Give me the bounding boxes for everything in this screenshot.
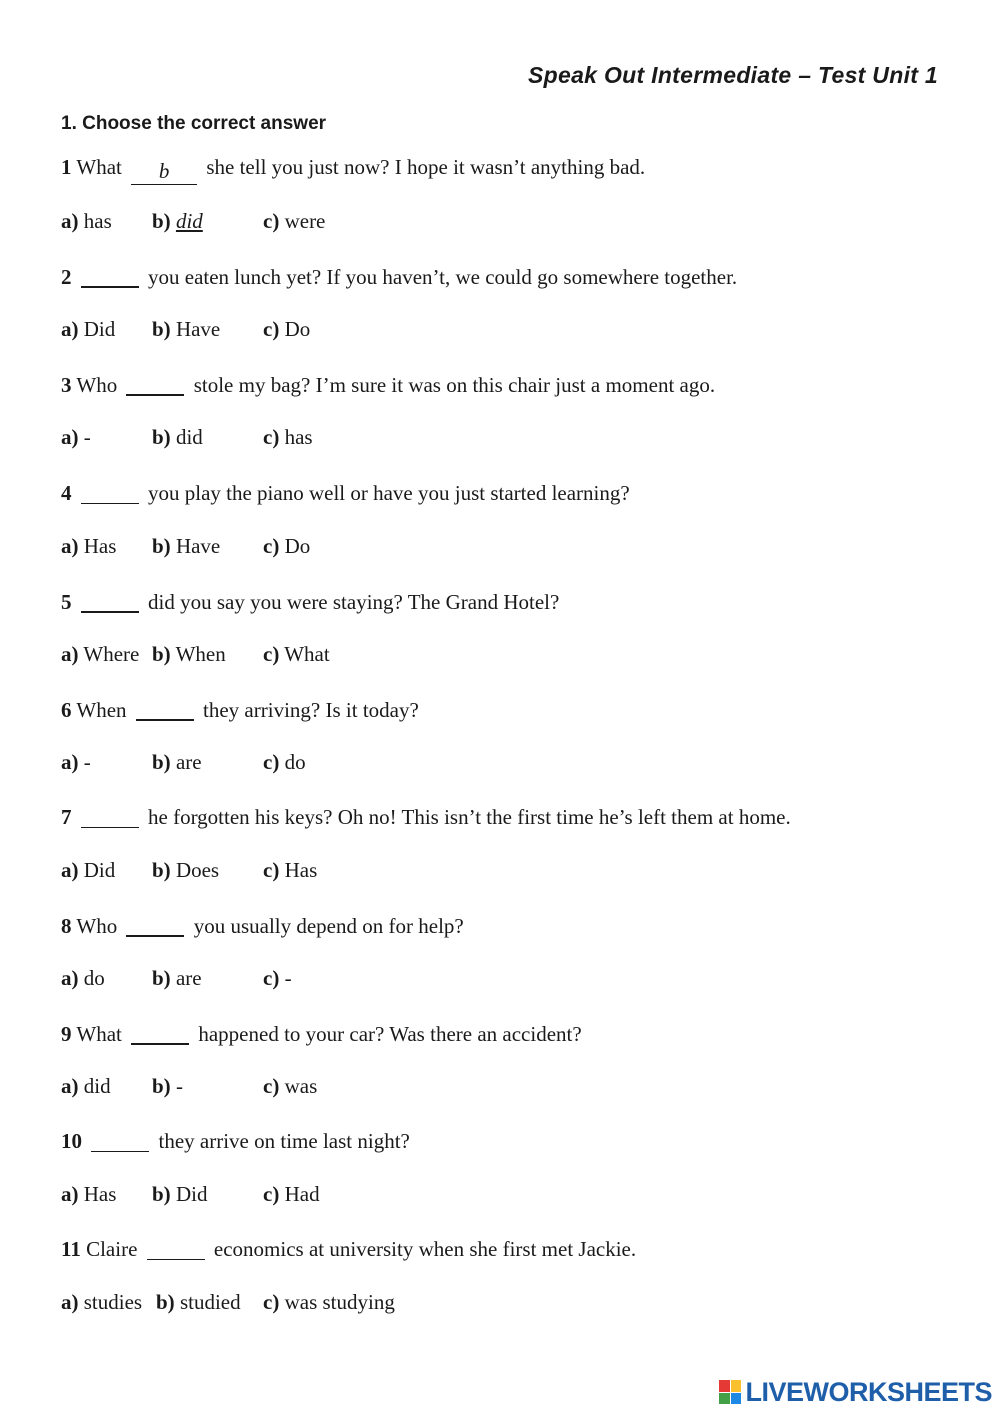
option-c[interactable]: c) Has <box>263 858 318 882</box>
option-a[interactable]: a) Where <box>61 642 140 666</box>
option-a[interactable]: a) - <box>61 750 91 774</box>
question-7 <box>61 803 791 830</box>
option-b[interactable]: b) - <box>152 1074 183 1098</box>
question-text: did you say you were staying? The Grand Hotel? <box>148 590 560 614</box>
option-a[interactable]: a) has <box>61 209 112 233</box>
question-number: 6 <box>61 698 72 722</box>
logo-square-green <box>719 1393 730 1405</box>
logo-text: LIVEWORKSHEETS <box>745 1376 992 1407</box>
answer-blank[interactable] <box>81 803 139 828</box>
question-text: you play the piano well or have you just started learning? <box>148 481 630 505</box>
option-c[interactable]: c) Had <box>263 1182 320 1206</box>
answer-blank[interactable] <box>147 1235 205 1260</box>
logo-mark-icon <box>719 1380 741 1404</box>
question-5 <box>61 587 559 615</box>
answer-blank[interactable] <box>91 1127 149 1152</box>
option-c[interactable]: c) was <box>263 1074 318 1098</box>
option-b[interactable]: b) Have <box>152 317 221 341</box>
logo-square-yellow <box>731 1380 742 1392</box>
option-a[interactable]: a) Did <box>61 858 116 882</box>
option-b[interactable]: b) studied <box>156 1290 241 1314</box>
option-a[interactable]: a) did <box>61 1074 111 1098</box>
page-title: Speak Out Intermediate – Test Unit 1 <box>528 62 938 88</box>
question-9 <box>61 1019 582 1047</box>
answer-blank[interactable] <box>81 262 139 288</box>
question-number: 11 <box>61 1237 81 1261</box>
question-text: he forgotten his keys? Oh no! This isn’t the first time he’s left them at home. <box>148 805 791 829</box>
question-number: 8 <box>61 914 72 938</box>
option-a[interactable]: a) do <box>61 966 105 990</box>
option-c[interactable]: c) Do <box>263 534 311 558</box>
question-text-pre: What <box>76 155 122 179</box>
option-a[interactable]: a) Has <box>61 1182 117 1206</box>
question-text: you usually depend on for help? <box>193 914 464 938</box>
option-b[interactable]: b) Does <box>152 858 220 882</box>
question-number: 10 <box>61 1129 82 1153</box>
question-11 <box>61 1235 636 1262</box>
option-b[interactable]: b) did <box>152 209 203 233</box>
question-text-pre: When <box>76 698 127 722</box>
question-3 <box>61 370 715 398</box>
option-c[interactable]: c) do <box>263 750 306 774</box>
option-a[interactable]: a) studies <box>61 1290 143 1314</box>
option-c[interactable]: c) were <box>263 209 326 233</box>
question-number: 9 <box>61 1022 72 1046</box>
question-6 <box>61 695 419 723</box>
answer-blank[interactable] <box>126 911 184 937</box>
option-b[interactable]: b) are <box>152 750 202 774</box>
question-text: they arriving? Is it today? <box>203 698 419 722</box>
option-c[interactable]: c) What <box>263 642 330 666</box>
question-number: 4 <box>61 481 72 505</box>
option-c[interactable]: c) was studying <box>263 1290 395 1314</box>
question-text-pre: Claire <box>86 1237 138 1261</box>
option-b[interactable]: b) are <box>152 966 202 990</box>
option-c[interactable]: c) Do <box>263 317 311 341</box>
question-text: economics at university when she first met Jackie. <box>213 1237 637 1261</box>
question-number: 1 <box>61 155 72 179</box>
answer-blank[interactable] <box>136 695 194 721</box>
answer-blank[interactable] <box>131 1019 189 1045</box>
question-text-pre: What <box>76 1022 122 1046</box>
answer-blank[interactable] <box>126 370 184 396</box>
question-text: stole my bag? I’m sure it was on this chair just a moment ago. <box>193 373 716 397</box>
option-c[interactable]: c) has <box>263 425 313 449</box>
question-1 <box>61 154 645 185</box>
question-text: happened to your car? Was there an accident? <box>198 1022 582 1046</box>
question-text: you eaten lunch yet? If you haven’t, we could go somewhere together. <box>148 265 738 289</box>
option-b[interactable]: b) Have <box>152 534 221 558</box>
option-c[interactable]: c) - <box>263 966 292 990</box>
question-8 <box>61 911 464 939</box>
logo-square-red <box>719 1380 730 1392</box>
answer-blank[interactable]: b <box>131 160 197 185</box>
option-a[interactable]: a) - <box>61 425 91 449</box>
question-2 <box>61 262 737 290</box>
answer-blank[interactable] <box>81 587 139 613</box>
question-text: she tell you just now? I hope it wasn’t anything bad. <box>206 155 646 179</box>
question-10 <box>61 1127 410 1154</box>
logo-square-blue <box>731 1393 742 1405</box>
option-b[interactable]: b) did <box>152 425 203 449</box>
option-b[interactable]: b) Did <box>152 1182 208 1206</box>
option-b[interactable]: b) When <box>152 642 226 666</box>
section-heading: 1. Choose the correct answer <box>61 113 327 134</box>
liveworksheets-logo <box>719 1377 992 1407</box>
question-text-pre: Who <box>76 914 118 938</box>
question-number: 2 <box>61 265 72 289</box>
option-a[interactable]: a) Did <box>61 317 116 341</box>
question-number: 5 <box>61 590 72 614</box>
question-number: 3 <box>61 373 72 397</box>
answer-blank[interactable] <box>81 479 139 504</box>
question-text-pre: Who <box>76 373 118 397</box>
option-a[interactable]: a) Has <box>61 534 117 558</box>
question-text: they arrive on time last night? <box>158 1129 410 1153</box>
question-4 <box>61 479 630 506</box>
question-number: 7 <box>61 805 72 829</box>
